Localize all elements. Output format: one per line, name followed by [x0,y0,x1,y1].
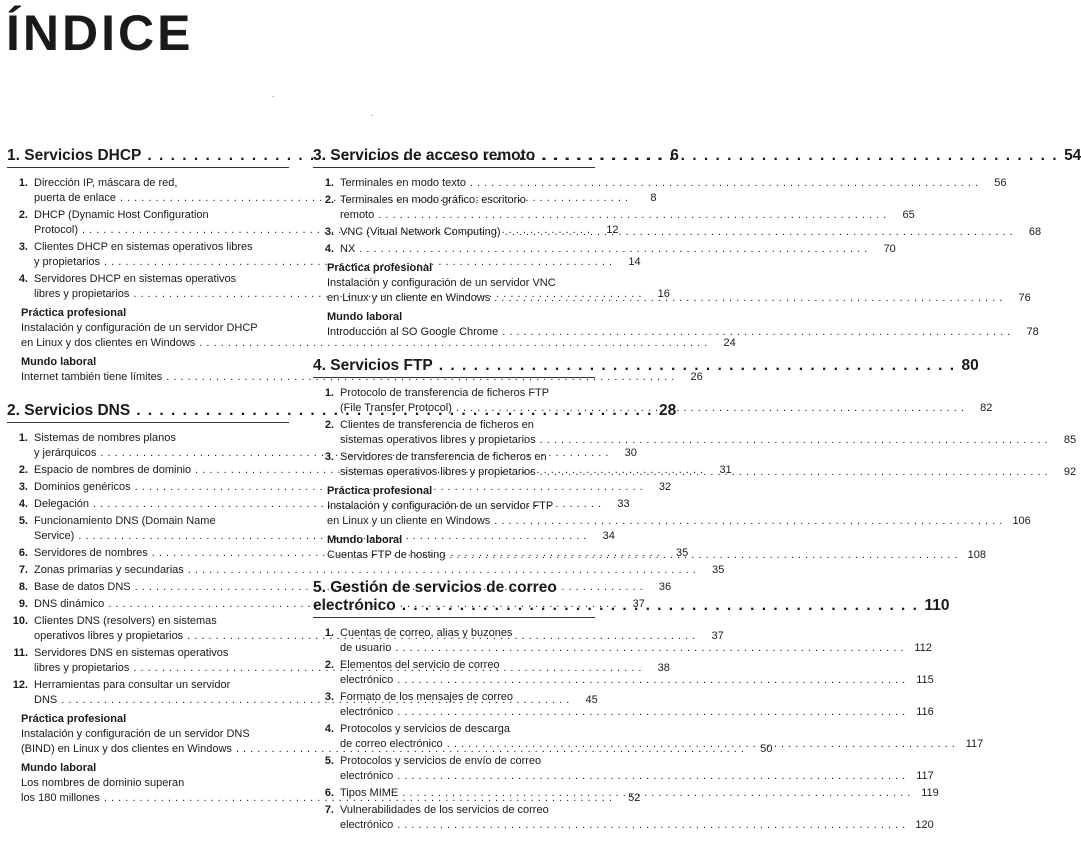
chapter-heading[interactable] [313,356,979,375]
entry-last-line [340,737,983,752]
dot-leader [494,514,1003,529]
practica-heading: Práctica profesional [21,307,127,319]
entry-number: 5. [324,755,334,767]
entry-last-line [340,641,932,656]
entry-number: 9. [18,598,28,610]
entry-line: Instalación y configuración de un servidor DHCP [21,322,258,334]
entry-number: 3. [324,451,334,463]
chapter-page: 28 [658,402,677,419]
page-number: 116 [916,706,934,718]
entry-text: Espacio de nombres de dominio [34,464,192,476]
entry-text: de usuario [340,642,392,654]
entry-body [340,690,934,720]
entry-text: VNC (Vitual Network Computing) [340,226,501,238]
toc-entry[interactable] [313,754,934,784]
entry-text: DNS dinámico [34,598,105,610]
page-number: 30 [624,447,637,459]
entry-line: Clientes de transferencia de ficheros en [340,419,534,431]
dot-leader [447,737,956,752]
entry-text: Terminales en modo texto [340,177,466,189]
page-number: 16 [657,288,670,300]
practica-heading: Práctica profesional [327,262,433,274]
entry-text: Dominios genéricos [34,481,131,493]
entry-line: Protocolo de transferencia de ficheros FTP [340,387,550,399]
page-number: 50 [760,743,773,755]
entry-line: Elementos del servicio de correo [340,659,500,671]
entry-body [340,418,1076,448]
entry-body [340,786,939,801]
entry-line: Instalación y configuración de un servidor VNC [327,277,556,289]
entry-text: puerta de enlace [34,192,116,204]
entry-line: Sistemas de nombres planos [34,432,176,444]
toc-entry[interactable] [313,803,934,833]
page-number: 85 [1063,434,1077,446]
entry-number: 3. [324,226,334,238]
entry-body [340,754,934,784]
entry-last-line [340,401,992,416]
page-number: 36 [658,581,672,593]
dot-leader [449,548,958,563]
entry-number: 3. [18,241,28,253]
toc-entry[interactable] [313,242,896,257]
entry-body [340,803,934,833]
entry-text: electrónico [340,674,394,686]
page-number: 112 [914,642,932,654]
page-title: ÍNDICE [6,5,194,61]
scan-speck [371,115,373,116]
entry-last-line [340,176,1006,191]
chapter-title: 1. Servicios DHCP [7,147,142,164]
toc-entry[interactable] [313,193,915,223]
entry-text: libres y propietarios [34,662,130,674]
chapter-page: 54 [1064,147,1081,164]
entry-number: 6. [324,787,334,799]
entry-text: electrónico [340,770,394,782]
entry-text: Delegación [34,498,90,510]
entry-text: Internet también tiene límites [21,371,163,383]
entry-text: Zonas primarias y secundarias [34,564,184,576]
entry-text: y jerárquicos [34,447,97,459]
entry-text: Service) [34,530,75,542]
chapter-title: 5. Gestión de servicios de correo [313,579,557,596]
page-number: 108 [967,549,986,561]
entry-last-line [327,514,1031,529]
page-number: 14 [628,256,641,268]
entry-number: 2. [324,419,334,431]
entry-text: en Linux y un cliente en Windows [327,292,491,304]
entry-last-line [327,325,1039,340]
toc-entry[interactable] [313,176,1007,191]
page-number: 78 [1026,326,1039,338]
entry-number: 2. [324,659,334,671]
mundo-laboral-heading: Mundo laboral [327,534,403,546]
entry-number: 2. [18,209,28,221]
entry-number: 1. [18,432,28,444]
entry-line: Cuentas de correo, alias y buzones [340,627,513,639]
page-number: 120 [915,819,934,831]
entry-last-line [340,208,915,223]
entry-text: Tipos MIME [340,787,399,799]
entry-body [340,193,915,223]
entry-body [340,386,992,416]
entry-text: operativos libres y propietarios [34,630,184,642]
entry-number: 10. [12,615,28,627]
entry-text: en Linux y un cliente en Windows [327,515,491,527]
chapter-title-cont: electrónico [313,597,396,614]
entry-last-line [340,465,1076,480]
entry-body [340,242,896,257]
chapter-rule [7,167,289,168]
entry-last-line [340,225,1041,240]
entry-line: Instalación y configuración de un servidor DNS [21,728,250,740]
dot-leader [402,786,911,801]
page-number: 92 [1063,466,1077,478]
entry-line: Protocolos y servicios de envío de correo [340,755,542,767]
entry-number: 2. [18,464,28,476]
toc-entry[interactable] [313,418,1077,448]
entry-text: remoto [340,209,375,221]
entry-text: sistemas operativos libres y propietarios [340,466,536,478]
page-number: 117 [916,770,934,782]
practica-heading: Práctica profesional [21,713,127,725]
entry-number: 4. [18,273,28,285]
chapter-title: 2. Servicios DNS [7,402,131,419]
entry-number: 2. [324,194,334,206]
page-number: 35 [676,547,689,559]
entry-text: Protocol) [34,224,79,236]
section-gap [7,808,289,822]
practica-heading: Práctica profesional [327,485,433,497]
entry-text: electrónico [340,706,394,718]
scan-speck [272,96,274,97]
dot-leader [540,433,1049,448]
entry-last-line [340,433,1076,448]
entry-number: 12. [12,679,28,691]
chapter-page: 110 [924,597,950,614]
dot-leader [456,401,965,416]
entry-line: Formato de los mensajes de correo [340,691,514,703]
page-number: 68 [1028,226,1042,238]
entry-text: de correo electrónico [340,738,443,750]
entry-text: Servidores de nombres [34,547,148,559]
page-number: 37 [711,630,724,642]
page-number: 12 [606,224,619,236]
dot-leader [470,176,979,191]
mundo-laboral-heading: Mundo laboral [21,356,97,368]
entry-text: los 180 millones [21,792,100,804]
entry-line: Herramientas para consultar un servidor [34,679,231,691]
page-number: 35 [712,564,725,576]
mundo-laboral-entry[interactable] [7,370,703,385]
chapter-page: 80 [961,357,979,374]
entry-line: Los nombres de dominio superan [21,777,185,789]
dot-leader [359,242,868,257]
dot-leader [540,465,1049,480]
section-gap [7,387,289,401]
entry-number: 1. [324,177,334,189]
page-number: 33 [617,498,630,510]
chapter-rule [7,422,289,423]
entry-line: Vulnerabilidades de los servicios de correo [340,804,549,816]
entry-number: 11. [13,647,28,659]
entry-text: NX [340,243,356,255]
entry-body [340,626,932,656]
page-number: 32 [658,481,672,493]
dot-leader [494,291,1003,306]
entry-line: Protocolos y servicios de descarga [340,723,510,735]
page-number: 119 [921,787,939,799]
entry-text: electrónico [340,819,394,831]
page-number: 45 [585,694,598,706]
dot-leader [397,673,906,688]
entry-body [340,176,1006,191]
entry-number: 7. [324,804,334,816]
entry-last-line [340,786,939,801]
dot-leader [402,597,919,615]
entry-last-line [21,336,736,351]
entry-text: en Linux y dos clientes en Windows [21,337,196,349]
mundo-laboral-entry[interactable] [313,325,1039,340]
entry-body [340,225,1041,240]
chapter-title: 4. Servicios FTP [313,357,433,374]
entry-last-line [340,673,934,688]
entry-number: 8. [18,581,28,593]
section-gap [313,342,595,356]
chapter-title: 3. Servicios de acceso remoto [313,147,536,164]
chapter-page: 6 [670,147,679,164]
entry-number: 7. [18,564,28,576]
page-number: 38 [657,662,670,674]
entry-line: Dirección IP, máscara de red, [34,177,178,189]
dot-leader [397,705,906,720]
dot-leader [378,208,887,223]
section-gap [313,835,595,849]
entry-text: Cuentas FTP de hosting [327,549,446,561]
page-number: 34 [602,530,615,542]
entry-number: 1. [324,387,334,399]
chapter-heading[interactable] [313,146,1081,165]
entry-last-line [340,818,934,833]
entry-text: y propietarios [34,256,101,268]
entry-last-line [21,370,703,385]
page-number: 31 [719,464,732,476]
dot-leader [397,818,906,833]
page-number: 8 [650,192,657,204]
entry-text: (File Transfer Protocol) [340,402,452,414]
page-number: 115 [916,674,934,686]
entry-body [340,722,983,752]
entry-text: sistemas operativos libres y propietarios [340,434,536,446]
entry-body [340,450,1076,480]
section-gap [313,565,595,579]
mundo-laboral-heading: Mundo laboral [327,311,403,323]
entry-number: 1. [18,177,28,189]
dot-leader [505,225,1014,240]
chapter-rule [313,617,595,618]
entry-number: 6. [18,547,28,559]
page-number: 70 [883,243,896,255]
entry-last-line [340,242,896,257]
entry-number: 4. [18,498,28,510]
entry-line: DHCP (Dynamic Host Configuration [34,209,209,221]
entry-text: Base de datos DNS [34,581,131,593]
chapter-rule [313,377,595,378]
entry-text: (BIND) en Linux y dos clientes en Windows [21,743,232,755]
chapter-rule [313,167,595,168]
entry-line: Instalación y configuración de un servidor FTP [327,500,554,512]
entry-text: libres y propietarios [34,288,130,300]
page-number: 26 [690,371,703,383]
page-number: 117 [965,738,984,750]
entry-last-line [340,705,934,720]
dot-leader [541,146,1058,165]
page-number: 56 [994,177,1007,189]
mundo-laboral-heading: Mundo laboral [21,762,97,774]
entry-number: 4. [324,243,334,255]
dot-leader [502,325,1011,340]
dot-leader [439,356,956,375]
entry-body [340,658,934,688]
page-number: 24 [723,337,736,349]
page-number: 52 [628,792,641,804]
entry-line: Terminales en modo gráfico: escritorio [340,194,526,206]
dot-leader [395,641,904,656]
page-number: 106 [1012,515,1031,527]
page-number: 65 [902,209,915,221]
entry-number: 4. [324,723,334,735]
entry-text: DNS [34,694,58,706]
page-number: 37 [632,598,645,610]
entry-line: Servidores DNS en sistemas operativos [34,647,229,659]
toc-entry[interactable] [7,563,725,578]
dot-leader [397,769,906,784]
entry-number: 3. [324,691,334,703]
entry-line: Clientes DHCP en sistemas operativos libres [34,241,253,253]
entry-line: Clientes DNS (resolvers) en sistemas [34,615,217,627]
toc-entry[interactable] [313,690,934,720]
page-number: 76 [1018,292,1031,304]
page-number: 82 [980,402,993,414]
entry-line: Funcionamiento DNS (Domain Name [34,515,216,527]
entry-number: 3. [18,481,28,493]
entry-last-line [340,769,934,784]
entry-line: Servidores de transferencia de ficheros en [340,451,547,463]
entry-text: Introducción al SO Google Chrome [327,326,499,338]
entry-line: Servidores DHCP en sistemas operativos [34,273,237,285]
entry-number: 1. [324,627,334,639]
entry-number: 5. [18,515,28,527]
